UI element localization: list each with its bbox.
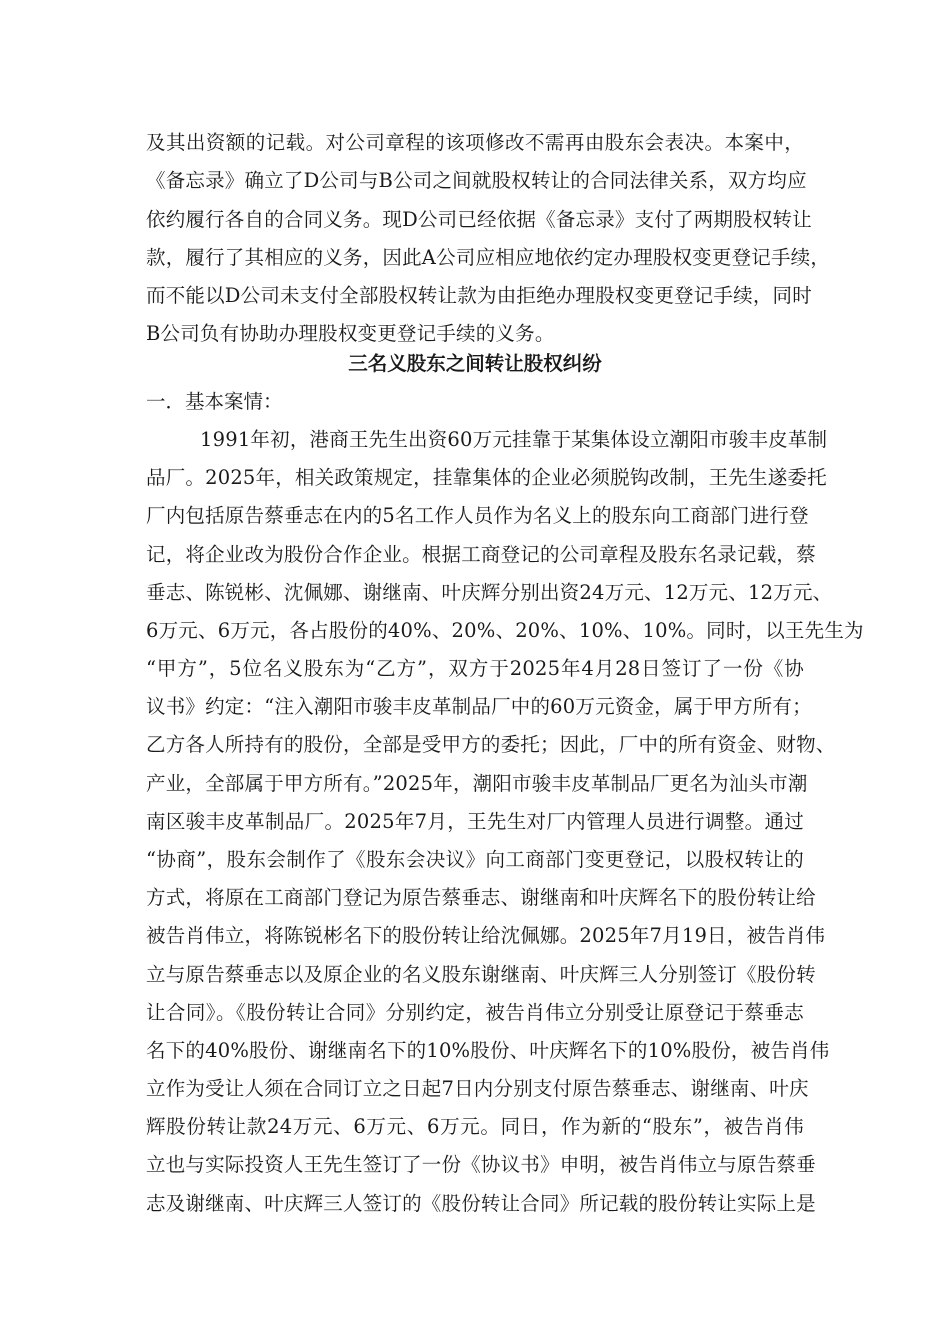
text-line: “甲方”，5位名义股东为“乙方”，双方于2025年4月28日签订了一份《协 — [146, 657, 804, 680]
text-line: “协商”，股东会制作了《股东会决议》向工商部门变更登记，以股权转让的 — [146, 848, 804, 871]
text-line: 品厂。2025年，相关政策规定，挂靠集体的企业必须脱钩改制，王先生遂委托 — [146, 466, 827, 489]
text-line: 立与原告蔡垂志以及原企业的名义股东谢继南、叶庆辉三人分别签订《股份转 — [146, 963, 816, 986]
text-line: 乙方各人所持有的股份，全部是受甲方的委托；因此，厂中的所有资金、财物、 — [146, 733, 836, 756]
text-line: 辉股份转让款24万元、6万元、6万元。同日，作为新的“股东”，被告肖伟 — [146, 1115, 804, 1138]
text-line: 1991年初，港商王先生出资60万元挂靠于某集体设立潮阳市骏丰皮革制 — [200, 428, 828, 451]
text-line: 立也与实际投资人王先生签订了一份《协议书》申明，被告肖伟立与原告蔡垂 — [146, 1153, 816, 1176]
text-line: 让合同》。《股份转让合同》分别约定，被告肖伟立分别受让原登记于蔡垂志 — [146, 1001, 804, 1024]
text-line: 款，履行了其相应的义务，因此A公司应相应地依约定办理股权变更登记手续， — [146, 246, 831, 269]
text-line: 立作为受让人须在合同订立之日起7日内分别支付原告蔡垂志、谢继南、叶庆 — [146, 1077, 809, 1100]
subsection-heading: 一．基本案情： — [146, 390, 283, 413]
text-line: 记，将企业改为股份合作企业。根据工商登记的公司章程及股东名录记载，蔡 — [146, 543, 816, 566]
text-line: 议书》约定：“注入潮阳市骏丰皮革制品厂中的60万元资金，属于甲方所有； — [146, 695, 812, 718]
text-line: 厂内包括原告蔡垂志在内的5名工作人员作为名义上的股东向工商部门进行登 — [146, 504, 809, 527]
section-heading — [0, 350, 950, 378]
text-line: 及其出资额的记载。对公司章程的该项修改不需再由股东会表决。本案中， — [146, 131, 804, 154]
text-line: 《备忘录》确立了D公司与B公司之间就股权转让的合同法律关系，双方均应 — [146, 169, 807, 192]
text-line: 南区骏丰皮革制品厂。2025年7月，王先生对厂内管理人员进行调整。通过 — [146, 810, 804, 833]
text-line: 被告肖伟立，将陈锐彬名下的股份转让给沈佩娜。2025年7月19日，被告肖伟 — [146, 924, 826, 947]
text-line: 而不能以D公司未支付全部股权转让款为由拒绝办理股权变更登记手续，同时 — [146, 284, 812, 307]
text-line: 方式，将原在工商部门登记为原告蔡垂志、谢继南和叶庆辉名下的股份转让给 — [146, 886, 816, 909]
text-line: B公司负有协助办理股权变更登记手续的义务。 — [146, 322, 555, 345]
text-line: 6万元、6万元，各占股份的40%、20%、20%、10%、10%。同时，以王先生为 — [146, 619, 864, 642]
text-line: 名下的40%股份、谢继南名下的10%股份、叶庆辉名下的10%股份，被告肖伟 — [146, 1039, 830, 1062]
text-line: 志及谢继南、叶庆辉三人签订的《股份转让合同》所记载的股份转让实际上是 — [146, 1192, 816, 1215]
text-line: 依约履行各自的合同义务。现D公司已经依据《备忘录》支付了两期股权转让 — [146, 208, 812, 231]
text-line: 产业，全部属于甲方所有。”2025年，潮阳市骏丰皮革制品厂更名为汕头市潮 — [146, 772, 808, 795]
section-title: 三名义股东之间转让股权纠纷 — [348, 352, 602, 375]
text-line: 垂志、陈锐彬、沈佩娜、谢继南、叶庆辉分别出资24万元、12万元、12万元、 — [146, 581, 833, 604]
